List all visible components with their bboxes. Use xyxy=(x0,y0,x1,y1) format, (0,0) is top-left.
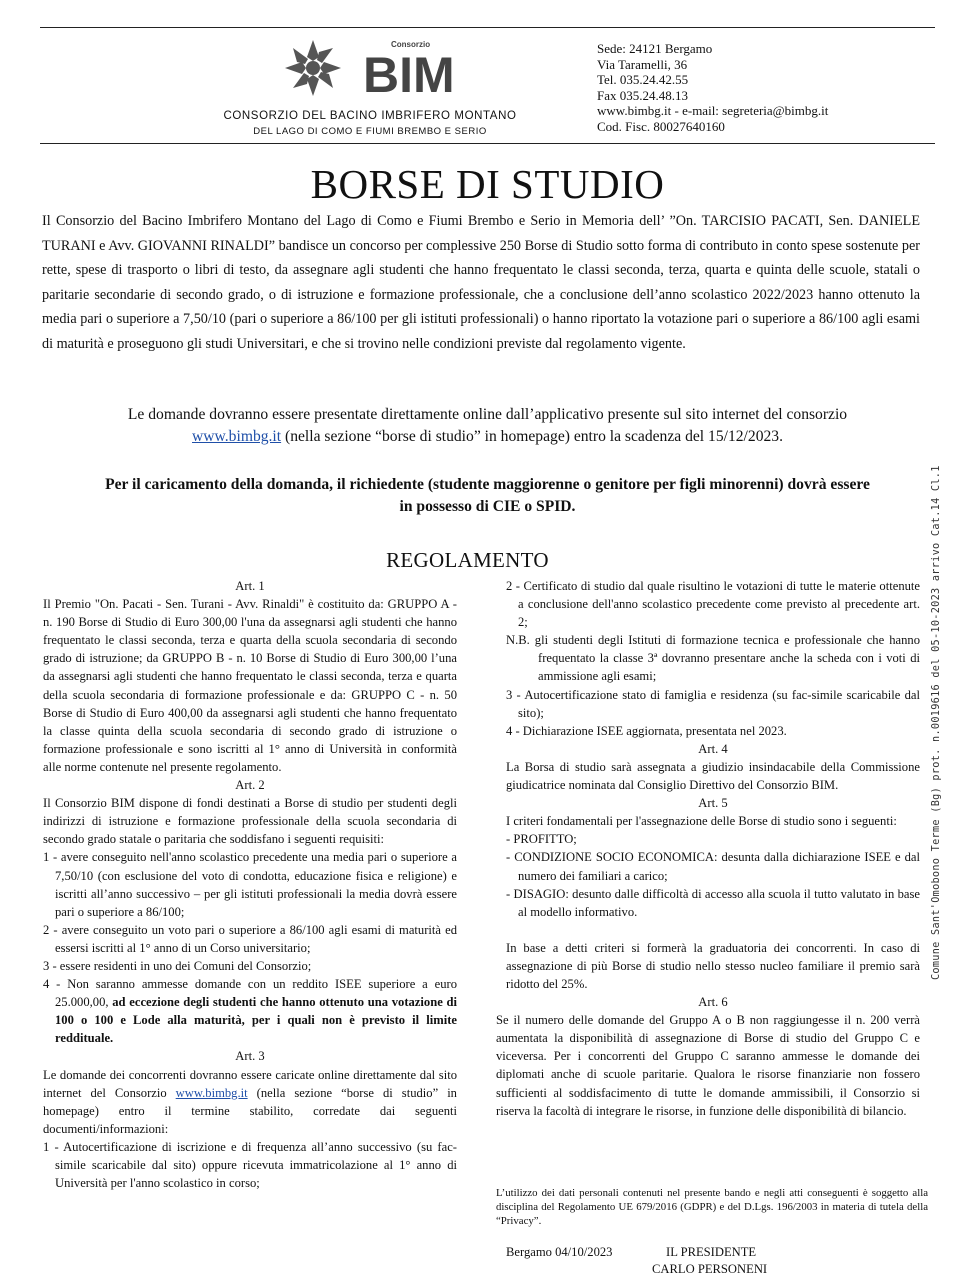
logo-consorzio-text: Consorzio xyxy=(391,40,431,49)
art5-spacer xyxy=(506,921,920,939)
contact-cod-fisc: Cod. Fisc. 80027640160 xyxy=(597,118,725,134)
art1-text: Il Premio "On. Pacati - Sen. Turani - Avv. Rinaldi" è costituito da: GRUPPO A - n. 190 Borse di Studio di Euro 300,00 l'una da assegnarsi agli studenti che hanno frequentato le classi seconda, terza e quarta della scuola secondaria di secondo grado di istruzione; da GRUPPO B - n. 10 Borse di Studio di Euro 300,00 l’una da assegnarsi agli studenti che hanno frequentato le classi seconda, terza e quarta della scuola secondaria di formazione professionale e da: GRUPPO C - n. 50 Borse di Studio di Euro 400,00 da assegnarsi agli studenti che hanno frequentato la classe quinta della scuola secondaria di secondo grado di istruzione o formazione professionale e sono iscritti al 1° anno di Università in conformità alle norme contenute nel presente regolamento. xyxy=(43,597,457,774)
art1-heading: Art. 1 xyxy=(235,579,265,593)
art5-item-2: - CONDIZIONE SOCIO ECONOMICA: desunta dalla dichiarazione ISEE e dal numero dei familiari a carico; xyxy=(506,850,920,883)
left-column xyxy=(43,577,457,1192)
art2-heading: Art. 2 xyxy=(235,778,265,793)
header-top-rule xyxy=(40,27,935,28)
right-column xyxy=(496,577,920,1120)
signature-role: IL PRESIDENTE xyxy=(666,1245,757,1259)
bim-logo-icon xyxy=(283,35,463,100)
art3-text-part1: Le domande dei concorrenti dovranno essere caricate online direttamente dal sito internet del Consorzio xyxy=(43,1067,457,1100)
intro-paragraph: Il Consorzio del Bacino Imbrifero Montano del Lago di Como e Fiumi Brembo e Serio in Memoria dell’ ”On. TARCISIO PACATI, Sen. DANIELE TURANI e Avv. GIOVANNI RINALDI” bandisce un concorso per complessive 250 Borse di Studio sotto forma di contributo in conto spese sostenute per rette, spese di trasporto o libri di testo, da assegnare agli studenti che hanno frequentato le classi seconda, terza, quarta e quinta delle scuole, statali o paritarie secondarie di secondo grado, o di istruzione e formazione professionale, che a conclusione dell’anno scolastico 2022/2023 hanno ottenuto la media pari o superiore a 7,50/10 (pari o superiore a 86/100 per gli istituti professionali) o hanno riportato la votazione pari o superiore a 86/100 agli esami di maturità e proseguono gli studi Universitari, e che si trovino nelle condizioni previste dal regolamento vigente. xyxy=(42,213,920,352)
art3-website-link[interactable]: www.bimbg.it xyxy=(175,1085,248,1100)
submission-notice xyxy=(100,404,875,448)
art5-text: I criteri fondamentali per l'assegnazione delle Borse di studio sono i seguenti: xyxy=(506,814,897,829)
art3-heading: Art. 3 xyxy=(235,1049,265,1064)
protocol-stamp: Comune Sant'Omobono Terme (Bg) prot. n.0019616 del 05-10-2023 arrivo Cat.14 Cl.1 xyxy=(931,465,942,980)
header-bottom-rule xyxy=(40,143,935,144)
contact-sede: Sede: 24121 Bergamo xyxy=(597,41,713,56)
art2-item4-bold: ad eccezione degli studenti che hanno ottenuto una votazione di 100 o 100 e Lode alla maturità, per i quali non è previsto il limite reddituale. xyxy=(55,995,457,1046)
contact-fax: Fax 035.24.48.13 xyxy=(597,87,688,103)
contact-block xyxy=(597,41,937,134)
consortium-logo xyxy=(205,35,535,135)
art3-item-3: 3 - Autocertificazione stato di famiglia e residenza (su fac-simile scaricabile dal sito); xyxy=(506,687,920,720)
signature-name: CARLO PERSONENI xyxy=(652,1262,768,1276)
art2-item-3: 3 - essere residenti in uno dei Comuni del Consorzio; xyxy=(43,958,312,973)
art3-item-2: 2 - Certificato di studio dal quale risultino le votazioni di tutte le materie ottenute a conclusione dell'anno scolastico precedente come previsto al precedente art. 2; xyxy=(506,579,920,630)
page-title: BORSE DI STUDIO xyxy=(310,161,665,207)
art2-item-4 xyxy=(43,975,457,1047)
logo-bim-text: BIM xyxy=(363,47,455,100)
art5-heading: Art. 5 xyxy=(698,796,728,811)
art6-text: Se il numero delle domande del Gruppo A o B non raggiungesse il n. 200 verrà aumentata la disponibilità di assegnazione di Borse di studio del Gruppo C e viceversa. Per i concorrenti del Gruppo C saranno ammesse le domande dei diplomati anche di scuole paritarie. Qualora le risorse finanziarie non fossero sufficienti al soddisfacimento di tutte le domande ammissibili, il Consorzio si riserva la facoltà di integrare le risorse, in funzione delle disponibilità di bilancio. xyxy=(496,1013,920,1118)
privacy-note: L’utilizzo dei dati personali contenuti nel presente bando e negli atti conseguenti è soggetto alla disciplina del Regolamento UE 679/2016 (GDPR) e del D.Lgs. 196/2003 in materia di tutela della “Privacy”. xyxy=(496,1187,928,1227)
art2-item4-plain: 4 - Non saranno ammesse domande con un reddito ISEE superiore a euro 25.000,00, xyxy=(43,977,457,1010)
org-name-line2: DEL LAGO DI COMO E FIUMI BREMBO E SERIO xyxy=(253,126,487,137)
art4-heading: Art. 4 xyxy=(698,741,728,756)
art5-item-1: - PROFITTO; xyxy=(506,832,577,847)
art3-text-part2: (nella sezione “borse di studio” in homepage) entro il termine stabilito, corredate dai seguenti documenti/informazioni: xyxy=(43,1085,457,1136)
notice-part2: (nella sezione “borse di studio” in homepage) entro la scadenza del 15/12/2023. xyxy=(285,428,783,445)
art3-item-1: 1 - Autocertificazione di iscrizione e di frequenza all’anno successivo (su fac-simile scaricabile dal sito) oppure ricevuta immatricolazione al 1° anno di Università per l'anno scolastico in corso; xyxy=(43,1139,457,1191)
contact-web-email[interactable]: www.bimbg.it - e-mail: segreteria@bimbg.it xyxy=(597,103,829,118)
art2-text: Il Consorzio BIM dispone di fondi destinati a Borse di studio per studenti degli indirizzi di istruzione e formazione professionale della scuola secondaria di secondo grado statale o paritaria che soddisfano i seguenti requisiti: xyxy=(43,796,457,847)
art3-nb: N.B. gli studenti degli Istituti di formazione tecnica e professionale che hanno frequentato la classe 3ª dovranno presentare anche la scheda con i voti di ammissione agli esami; xyxy=(506,633,920,684)
signature-place-date: Bergamo 04/10/2023 xyxy=(506,1245,613,1259)
art4-text: La Borsa di studio sarà assegnata a giudizio insindacabile della Commissione giudicatrice nominata dal Consiglio Direttivo del Consorzio BIM. xyxy=(506,759,920,793)
art2-item-1: 1 - avere conseguito nell'anno scolastico precedente una media pari o superiore a 7,50/10 (con esclusione del voto di condotta, educazione fisica e religione) e iscritti all’anno successivo – per gli istituti professionali la media dovrà essere pari o superiore a 86/100; xyxy=(43,850,457,919)
contact-tel: Tel. 035.24.42.55 xyxy=(597,72,689,87)
notice-part1: Le domande dovranno essere presentate direttamente online dall’applicativo presente sul sito internet del consorzio xyxy=(127,406,848,423)
contact-via: Via Taramelli, 36 xyxy=(597,56,688,72)
org-name-line1: CONSORZIO DEL BACINO IMBRIFERO MONTANO xyxy=(223,110,517,122)
art5-closing: In base a detti criteri si formerà la graduatoria dei concorrenti. In caso di assegnazione di più Borse di studio nello stesso nucleo familiare il premio sarà ridotto del 25%. xyxy=(506,940,920,991)
notice-website-link[interactable]: www.bimbg.it xyxy=(192,428,282,445)
notice-cie-spid: Per il caricamento della domanda, il richiedente (studente maggiorenne o genitore per figli minorenni) dovrà essere in possesso di CIE o SPID. xyxy=(105,476,870,515)
art3-item-4: 4 - Dichiarazione ISEE aggiornata, presentata nel 2023. xyxy=(506,723,787,738)
art6-heading: Art. 6 xyxy=(698,995,728,1010)
regolamento-title: REGOLAMENTO xyxy=(386,548,549,572)
art3-text xyxy=(43,1066,457,1138)
art2-item-2: 2 - avere conseguito un voto pari o superiore a 86/100 agli esami di maturità ed essersi iscritti al 1° anno di un Corso universitario; xyxy=(43,922,457,955)
art5-item-3: - DISAGIO: desunto dalle difficoltà di accesso alla scuola il tutto valutato in base al modello informativo. xyxy=(506,886,920,919)
